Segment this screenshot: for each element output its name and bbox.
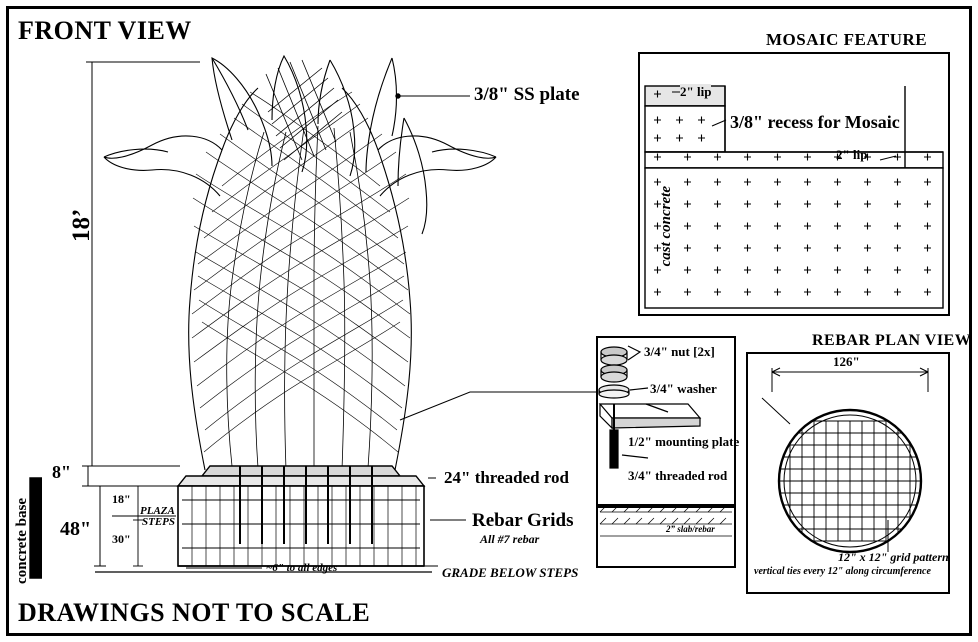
detail-threaded-rod-label: 3/4" threaded rod: [628, 468, 728, 483]
footer-note: DRAWINGS NOT TO SCALE: [18, 598, 371, 627]
page-title: FRONT VIEW: [18, 16, 192, 45]
nut-label: 3/4" nut [2x]: [644, 344, 715, 359]
concrete-base-label: concrete base: [14, 498, 30, 584]
sculpture-height-label: 18’: [68, 208, 95, 242]
cast-concrete-label: cast concrete: [658, 186, 674, 267]
plaza-steps-label-line1: PLAZA: [140, 505, 175, 517]
mounting-plate-label: 1/2" mounting plate: [628, 434, 740, 449]
rebar-grids-subnote: All #7 rebar: [480, 532, 540, 546]
base-dim-label: 48": [60, 518, 92, 540]
edges-note: ~6" to all edges: [266, 562, 338, 574]
washer-label: 3/4" washer: [650, 381, 717, 396]
ss-plate-label: 3/8" SS plate: [474, 84, 580, 105]
grade-below-steps-note: GRADE BELOW STEPS: [442, 565, 579, 580]
plaza-steps-label-line2: STEPS: [142, 516, 176, 528]
steps-top-dim-label: 18": [112, 492, 131, 506]
rebar-plan-title: REBAR PLAN VIEW: [812, 332, 972, 349]
steps-bottom-dim-label: 30": [112, 532, 131, 546]
rebar-grids-callout: Rebar Grids: [472, 510, 574, 531]
rebar-plan-diameter-label: 126": [833, 354, 860, 369]
mosaic-recess-label: 3/8" recess for Mosaic: [730, 112, 900, 132]
mosaic-lip-right-label: 2" lip: [836, 147, 868, 162]
threaded-rod-callout: 24" threaded rod: [444, 468, 569, 487]
mosaic-feature-title: MOSAIC FEATURE: [766, 30, 928, 49]
slab-rebar-note: 2” slab/rebar: [666, 524, 715, 534]
plinth-dim-label: 8": [52, 462, 71, 482]
vertical-ties-note: vertical ties every 12" along circumference: [754, 566, 931, 577]
mosaic-lip-top-label: 2" lip: [680, 84, 712, 99]
grid-pattern-note: 12" x 12" grid pattern: [838, 550, 949, 564]
